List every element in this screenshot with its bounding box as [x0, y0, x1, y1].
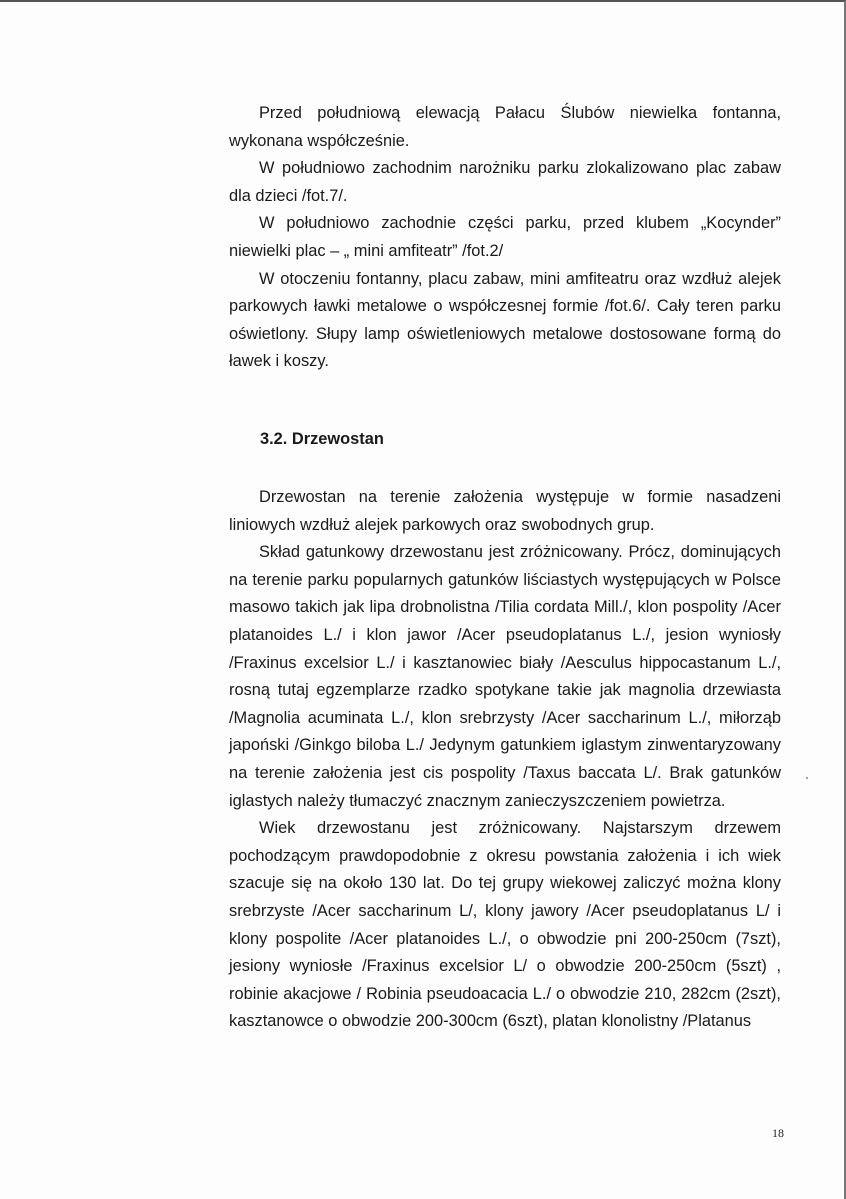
paragraph-amphitheatre: W południowo zachodnie części parku, przed klubem „Kocynder” niewielki plac – „ mini amfiteatr” /fot.2/ — [229, 214, 781, 260]
page-number: 18 — [772, 1126, 784, 1140]
paragraph-species-composition: Skład gatunkowy drzewostanu jest zróżnicowany. Prócz, dominujących na terenie parku popularnych gatunków liściastych występujących w Polsce masowo takich jak lipa drobnolistna /Tilia cordata Mill./, klon pospolity /Acer platanoides L./ i klon jawor /Acer pseudoplatanus L./, jesion wyniosły /Fraxinus excelsior L./ i kasztanowiec biały /Aesculus hippocastanum L./, rosną tutaj egzemplarze rzadko spotykane takie jak magnolia drzewiasta /Magnolia acuminata L./, klon srebrzysty /Acer saccharinum L./, miłorząb japoński /Ginkgo biloba L./ Jedynym gatunkiem iglastym zinwentaryzowany na terenie założenia jest cis pospolity /Taxus baccata L/. Brak gatunków iglastych należy tłumaczyć znacznym zanieczyszczeniem powietrza. — [229, 543, 781, 810]
body-text-top — [229, 100, 781, 376]
scan-speck — [806, 777, 808, 779]
paragraph-fountain: Przed południową elewacją Pałacu Ślubów niewielka fontanna, wykonana współcześnie. — [229, 104, 781, 150]
paragraph-playground: W południowo zachodnim narożniku parku zlokalizowano plac zabaw dla dzieci /fot.7/. — [229, 159, 781, 205]
paragraph-tree-age: Wiek drzewostanu jest zróżnicowany. Najstarszym drzewem pochodzącym prawdopodobnie z okresu powstania założenia i ich wiek szacuje się na około 130 lat. Do tej grupy wiekowej zaliczyć można klony srebrzyste /Acer saccharinum L/, klony jawory /Acer pseudoplatanus L/ i klony pospolite /Acer platanoides L./, o obwodzie pni 200-250cm (7szt), jesiony wyniosłe /Fraxinus excelsior L/ o obwodzie 200-250cm (5szt) , robinie akacjowe / Robinia pseudoacacia L./ o obwodzie 210, 282cm (2szt), kasztanowce o obwodzie 200-300cm (6szt), platan klonolistny /Platanus — [229, 819, 781, 1031]
paragraph-tree-stand-form: Drzewostan na terenie założenia występuje w formie nasadzeni liniowych wzdłuż alejek parkowych oraz swobodnych grup. — [229, 488, 781, 534]
body-text-section — [229, 484, 781, 1036]
section-heading: 3.2. Drzewostan — [260, 430, 384, 448]
paragraph-benches-lighting: W otoczeniu fontanny, placu zabaw, mini amfiteatru oraz wzdłuż alejek parkowych ławki metalowe o współczesnej formie /fot.6/. Cały teren parku oświetlony. Słupy lamp oświetleniowych metalowe dostosowane formą do ławek i koszy. — [229, 269, 781, 371]
